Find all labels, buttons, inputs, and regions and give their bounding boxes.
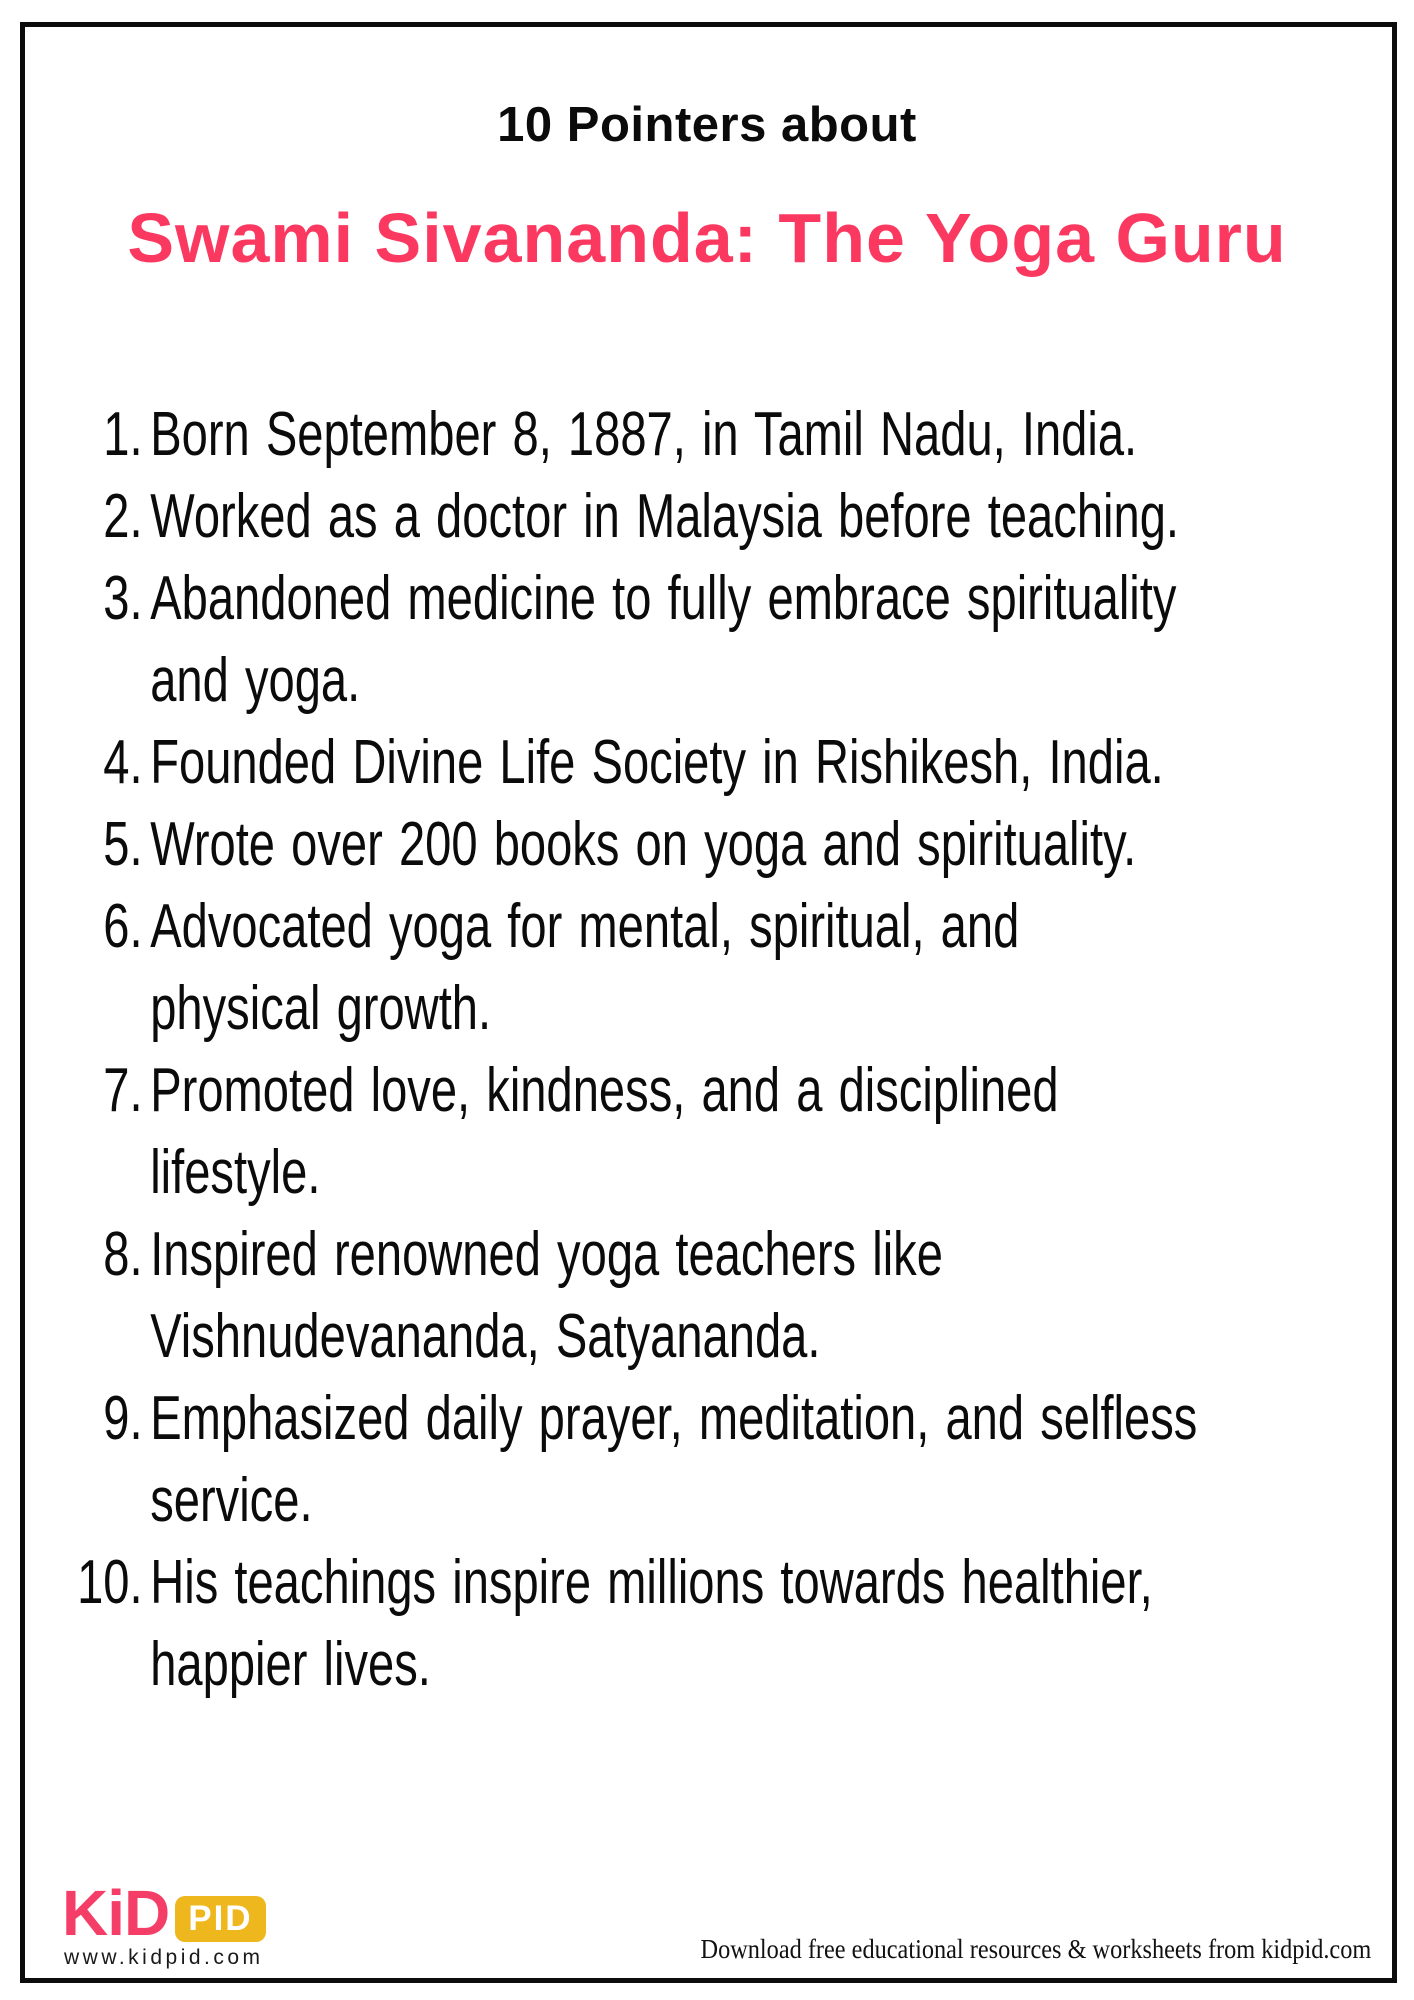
list-item (40, 886, 1393, 968)
list-item-number: 3. (103, 564, 143, 633)
list-item-number: 7. (103, 1056, 143, 1125)
list-item-number: 9. (103, 1384, 143, 1453)
list-item-continuation (40, 968, 1393, 1050)
fact-list (40, 394, 1414, 1706)
list-item-text: Vishnudevananda, Satyananda. (150, 1302, 821, 1371)
list-item-text: Founded Divine Life Society in Rishikesh, India. (150, 728, 1164, 797)
list-item-continuation (40, 1296, 1393, 1378)
list-item-number: 10. (77, 1548, 143, 1617)
list-item-text: Worked as a doctor in Malaysia before teaching. (150, 482, 1180, 551)
list-item-continuation (40, 1132, 1393, 1214)
kidpid-logo (62, 1877, 266, 1949)
list-item-continuation (40, 1624, 1393, 1706)
list-item (40, 1214, 1393, 1296)
kidpid-logo-pid-badge (175, 1896, 265, 1942)
page-title: Swami Sivananda: The Yoga Guru (127, 199, 1287, 277)
list-item (40, 1378, 1393, 1460)
list-item-text: lifestyle. (150, 1138, 321, 1207)
list-item-number: 5. (103, 810, 143, 879)
list-item-number: 4. (103, 728, 143, 797)
list-item-text: and yoga. (150, 646, 361, 715)
list-item (40, 394, 1393, 476)
list-item-number: 8. (103, 1220, 143, 1289)
list-item-number: 6. (103, 892, 143, 961)
kidpid-website-url: www.kidpid.com (64, 1946, 264, 1969)
list-item-text: service. (150, 1466, 313, 1535)
list-item-text: Advocated yoga for mental, spiritual, and (150, 892, 1020, 961)
list-item (40, 558, 1393, 640)
list-item-number: 1. (103, 400, 143, 469)
list-item-text: His teachings inspire millions towards healthier, (150, 1548, 1153, 1617)
kicker-text: 10 Pointers about (497, 98, 917, 152)
list-item (40, 722, 1393, 804)
kidpid-logo-pid-text: PID (188, 1899, 253, 1938)
list-item-continuation (40, 640, 1393, 722)
list-item-text: Born September 8, 1887, in Tamil Nadu, India. (150, 400, 1138, 469)
list-item-number: 2. (103, 482, 143, 551)
download-note: Download free educational resources & worksheets from kidpid.com (700, 1934, 1371, 1964)
list-item-continuation (40, 1460, 1393, 1542)
list-item-text: Inspired renowned yoga teachers like (150, 1220, 943, 1289)
list-item-text: physical growth. (150, 974, 492, 1043)
kidpid-logo-kid-text: KiD (62, 1877, 170, 1949)
list-item (40, 476, 1393, 558)
list-item-text: Abandoned medicine to fully embrace spirituality (150, 564, 1177, 633)
list-item-text: Wrote over 200 books on yoga and spirituality. (150, 810, 1137, 879)
list-item (40, 1542, 1393, 1624)
list-item (40, 1050, 1393, 1132)
list-item-text: Emphasized daily prayer, meditation, and selfless (150, 1384, 1198, 1453)
list-item-text: Promoted love, kindness, and a disciplined (150, 1056, 1059, 1125)
list-item (40, 804, 1393, 886)
list-item-text: happier lives. (150, 1630, 431, 1699)
